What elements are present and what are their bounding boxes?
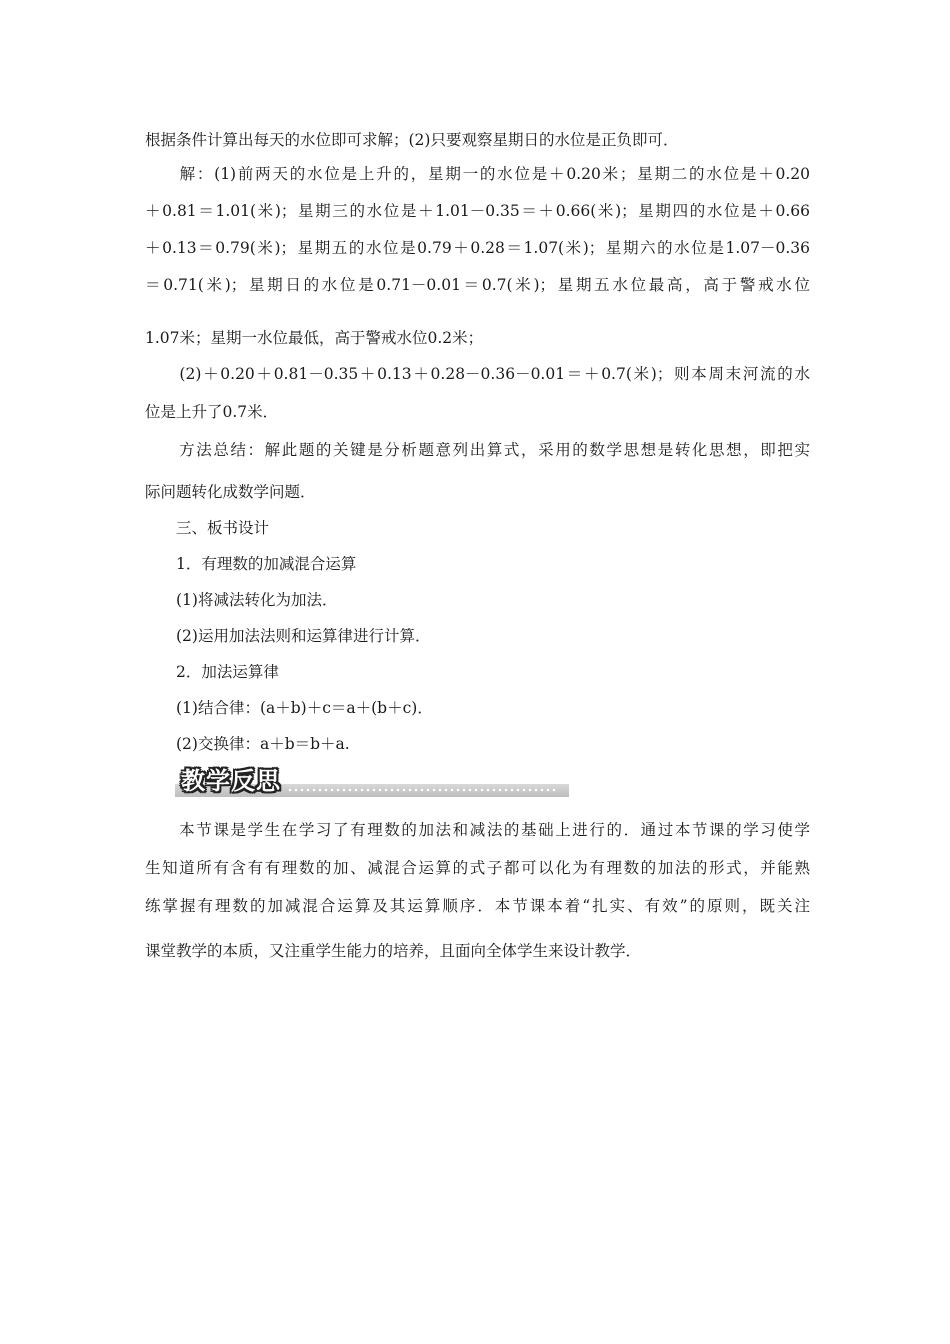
text-line: 际问题转化成数学问题． <box>145 483 316 501</box>
text-line: ＋0.13＝0.79(米)；星期五的水位是0.79＋0.28＝1.07(米)；星期六的水位是1.07－0.36 <box>145 239 810 257</box>
text-line: (2)交换律：a＋b＝b＋a. <box>145 735 350 753</box>
reflection-line: 生知道所有含有有理数的加、减混合运算的式子都可以化为有理数的加法的形式，并能熟 <box>145 859 810 877</box>
banner-title: 教学反思 <box>181 767 281 795</box>
banner-dots <box>287 787 557 793</box>
text-line: 解：(1)前两天的水位是上升的，星期一的水位是＋0.20米；星期二的水位是＋0.20 <box>145 165 810 183</box>
text-line: ＝0.71(米)；星期日的水位是0.71－0.01＝0.7(米)；星期五水位最高，高于警戒水位 <box>145 276 810 294</box>
section-heading: 三、板书设计 <box>145 519 270 537</box>
reflection-banner <box>175 766 569 798</box>
text-line: 位是上升了0.7米． <box>145 403 279 421</box>
text-line: 2．加法运算律 <box>145 663 279 681</box>
text-line: (1)结合律：(a＋b)＋c＝a＋(b＋c)． <box>145 699 433 717</box>
text-line: 方法总结：解此题的关键是分析题意列出算式，采用的数学思想是转化思想，即把实 <box>145 441 810 459</box>
reflection-line: 课堂教学的本质，又注重学生能力的培养，且面向全体学生来设计教学． <box>145 942 642 960</box>
reflection-line: 本节课是学生在学习了有理数的加法和减法的基础上进行的．通过本节课的学习使学 <box>145 821 810 839</box>
text-line: (2)＋0.20＋0.81－0.35＋0.13＋0.28－0.36－0.01＝＋0.7(米)；则本周末河流的水 <box>145 365 810 383</box>
text-line: (1)将减法转化为加法． <box>145 591 338 609</box>
text-line: ＋0.81＝1.01(米)；星期三的水位是＋1.01－0.35＝＋0.66(米)；星期四的水位是＋0.66 <box>145 202 810 220</box>
text-line: 1．有理数的加减混合运算 <box>145 555 357 573</box>
reflection-line: 练掌握有理数的加减混合运算及其运算顺序．本节课本着“扎实、有效”的原则，既关注 <box>145 897 810 915</box>
text-line: (2)运用加法法则和运算律进行计算． <box>145 627 431 645</box>
text-line: 根据条件计算出每天的水位即可求解；(2)只要观察星期日的水位是正负即可． <box>145 131 679 149</box>
text-line: 1.07米；星期一水位最低，高于警戒水位0.2米； <box>145 329 484 347</box>
